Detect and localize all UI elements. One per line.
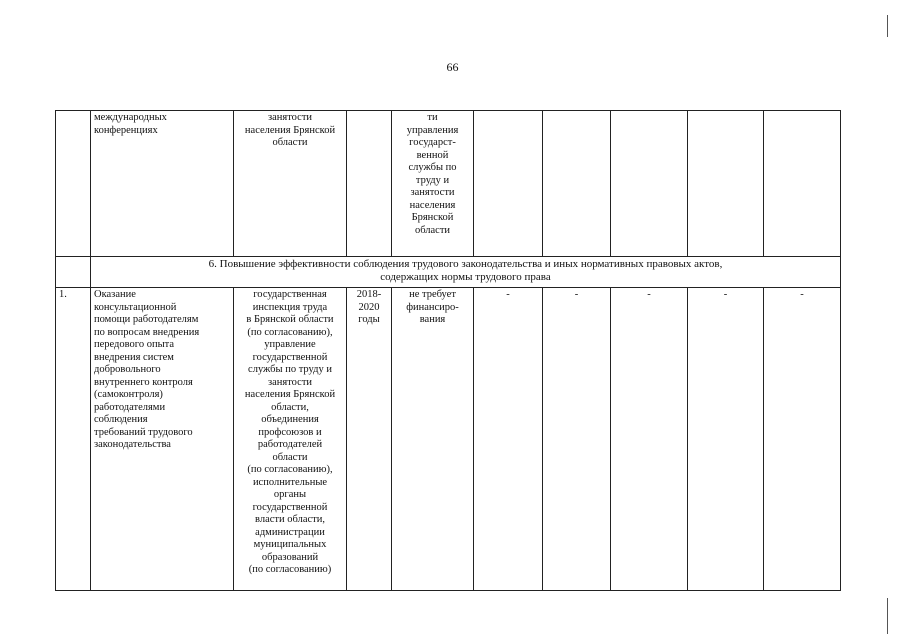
- measures-table: [55, 110, 841, 591]
- cell-section-num: [56, 257, 91, 288]
- section-title-line-2: содержащих нормы трудового права: [380, 271, 551, 283]
- cell-executors: занятости населения Брянской области: [234, 111, 347, 257]
- table-row-continuation: [56, 111, 841, 257]
- cell-value-1: -: [474, 288, 543, 591]
- cell-period: 2018- 2020 годы: [347, 288, 392, 591]
- scan-edge-mark-top: [887, 15, 888, 37]
- cell-value-5: [764, 111, 841, 257]
- cell-value-4: -: [688, 288, 764, 591]
- cell-funding: не требует финансиро- вания: [392, 288, 474, 591]
- cell-value-3: [611, 111, 688, 257]
- cell-measure-name: Оказание консультационной помощи работодателям по вопросам внедрения передового опыта внедрения систем добровольного внутреннего контроля (самоконтроля) работодателями соблюдения требований трудового законодательства: [91, 288, 234, 591]
- cell-num: [56, 111, 91, 257]
- page-number: 66: [446, 60, 459, 74]
- cell-num: 1.: [56, 288, 91, 591]
- cell-value-1: [474, 111, 543, 257]
- cell-measure-name: международных конференциях: [91, 111, 234, 257]
- section-title: [91, 257, 841, 288]
- cell-funding: ти управления государст- венной службы по труду и занятости населения Брянской области: [392, 111, 474, 257]
- cell-value-3: -: [611, 288, 688, 591]
- cell-executors: государственная инспекция труда в Брянской области (по согласованию), управление государственной службы по труду и занятости населения Брянской области, объединения профсоюзов и работодателей области (по согласованию), исполнительные органы государственной власти области, администрации муниципальных образований (по согласованию): [234, 288, 347, 591]
- cell-value-5: -: [764, 288, 841, 591]
- cell-period: [347, 111, 392, 257]
- cell-value-4: [688, 111, 764, 257]
- table-row-item-1: [56, 288, 841, 591]
- table-row-section-header: [56, 257, 841, 288]
- section-title-line-1: 6. Повышение эффективности соблюдения трудового законодательства и иных нормативных правовых актов,: [208, 258, 723, 270]
- scan-edge-mark-bottom: [887, 598, 888, 634]
- cell-value-2: -: [543, 288, 611, 591]
- cell-value-2: [543, 111, 611, 257]
